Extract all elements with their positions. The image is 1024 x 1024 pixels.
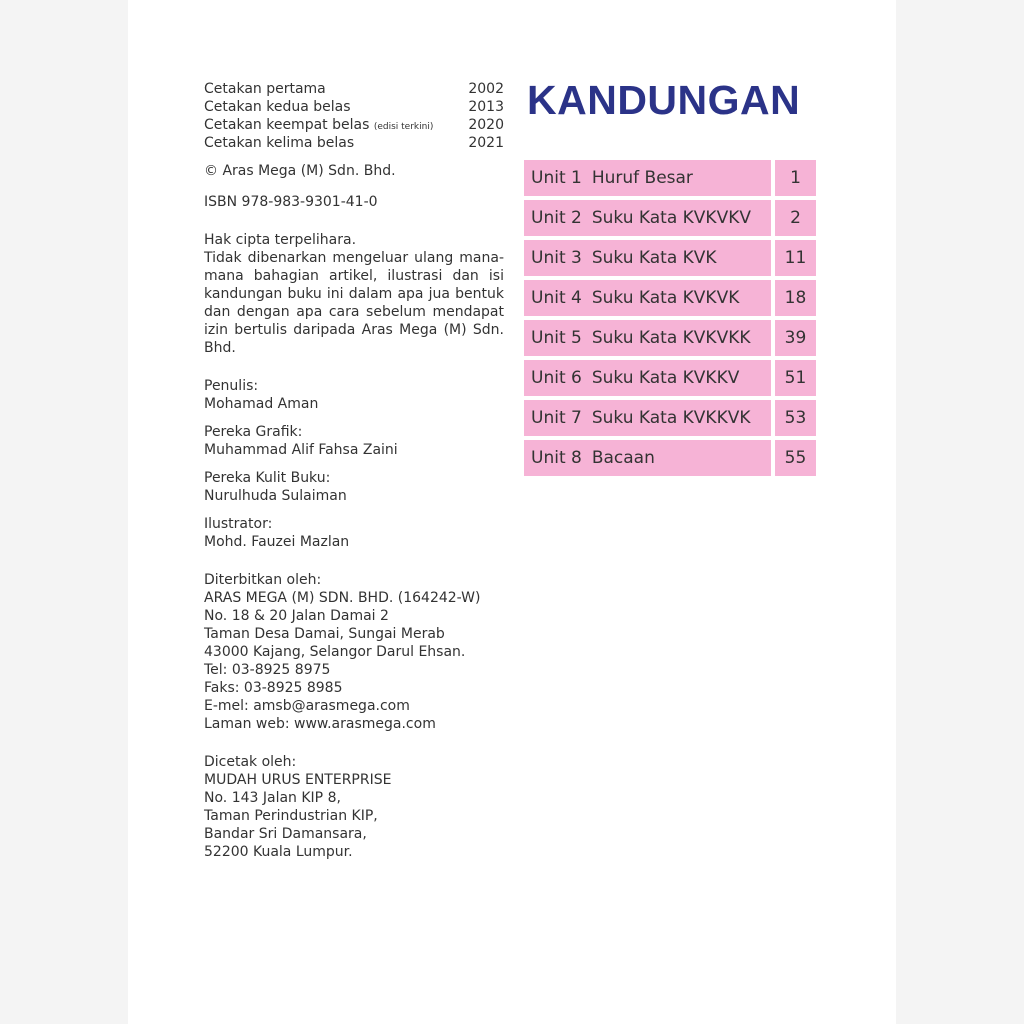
unit-number: Unit 3: [531, 248, 582, 268]
contents-unit-cell: [524, 440, 771, 476]
contents-row: [524, 160, 816, 196]
printer-line: 52200 Kuala Lumpur.: [204, 844, 353, 860]
copyright-holder: © Aras Mega (M) Sdn. Bhd.: [204, 163, 396, 179]
unit-number: Unit 8: [531, 448, 582, 468]
credit-role: Ilustrator:: [204, 516, 273, 532]
contents-row: [524, 200, 816, 236]
publisher-line: Taman Desa Damai, Sungai Merab: [204, 626, 445, 642]
isbn: ISBN 978-983-9301-41-0: [204, 194, 378, 210]
printer-heading: Dicetak oleh:: [204, 754, 297, 770]
edition-row: [204, 80, 504, 98]
contents-page-number: 53: [775, 400, 816, 436]
contents-row: [524, 320, 816, 356]
contents-row: [524, 400, 816, 436]
printer-line: Taman Perindustrian KIP,: [204, 808, 378, 824]
printer-line: MUDAH URUS ENTERPRISE: [204, 772, 392, 788]
unit-title: Suku Kata KVKKVK: [591, 408, 751, 428]
contents-page-number: 18: [775, 280, 816, 316]
publisher-line: 43000 Kajang, Selangor Darul Ehsan.: [204, 644, 466, 660]
edition-list: [204, 80, 504, 152]
copyright-heading: Hak cipta terpelihara.: [204, 232, 357, 248]
unit-number: Unit 4: [531, 288, 582, 308]
credit-role: Pereka Grafik:: [204, 424, 303, 440]
credit-role: Pereka Kulit Buku:: [204, 470, 331, 486]
edition-note: (edisi terkini): [373, 122, 434, 132]
publisher-line: ARAS MEGA (M) SDN. BHD. (164242-W): [204, 590, 481, 606]
contents-page-number: 39: [775, 320, 816, 356]
credit-name: Muhammad Alif Fahsa Zaini: [204, 442, 398, 458]
contents-page-number: 55: [775, 440, 816, 476]
copyright-body: Tidak dibenarkan mengeluar ulang mana-mana bahagian artikel, ilustrasi dan isi kandungan buku ini dalam apa jua bentuk dan dengan apa cara sebelum mendapat izin bertulis daripada Aras Mega (M) Sdn. Bhd.: [204, 250, 504, 356]
unit-number: Unit 5: [531, 328, 582, 348]
contents-page-number: 1: [775, 160, 816, 196]
contents-title: KANDUNGAN: [527, 77, 801, 123]
printer-line: Bandar Sri Damansara,: [204, 826, 367, 842]
publisher-line: Tel: 03-8925 8975: [204, 662, 331, 678]
contents-page-number: 51: [775, 360, 816, 396]
unit-number: Unit 6: [531, 368, 582, 388]
edition-year: 2021: [468, 135, 504, 151]
printer-block: [204, 753, 504, 861]
contents-unit-cell: [524, 200, 771, 236]
credit-illustrator: [204, 515, 504, 551]
edition-label: Cetakan pertama: [204, 81, 326, 97]
contents-row: [524, 280, 816, 316]
contents-page-number: 11: [775, 240, 816, 276]
contents-unit-cell: [524, 160, 771, 196]
credit-name: Nurulhuda Sulaiman: [204, 488, 347, 504]
publisher-line: No. 18 & 20 Jalan Damai 2: [204, 608, 389, 624]
edition-label: Cetakan kelima belas: [204, 135, 355, 151]
imprint-column: [204, 80, 504, 861]
publisher-line: Laman web: www.arasmega.com: [204, 716, 436, 732]
contents-page-number: 2: [775, 200, 816, 236]
contents-unit-cell: [524, 240, 771, 276]
contents-row: [524, 440, 816, 476]
edition-row: [204, 98, 504, 116]
credit-writer: [204, 377, 504, 413]
publisher-line: E-mel: amsb@arasmega.com: [204, 698, 410, 714]
unit-title: Bacaan: [591, 448, 655, 468]
publisher-block: [204, 571, 504, 733]
unit-number: Unit 7: [531, 408, 582, 428]
edition-row: [204, 116, 504, 134]
credit-graphic-designer: [204, 423, 504, 459]
contents-unit-cell: [524, 360, 771, 396]
edition-label: Cetakan keempat belas: [204, 117, 370, 133]
unit-title: Huruf Besar: [591, 168, 693, 188]
unit-title: Suku Kata KVK: [591, 248, 717, 268]
contents-unit-cell: [524, 400, 771, 436]
unit-number: Unit 2: [531, 208, 582, 228]
printer-line: No. 143 Jalan KIP 8,: [204, 790, 341, 806]
credit-name: Mohd. Fauzei Mazlan: [204, 534, 350, 550]
copyright-notice: [204, 231, 504, 357]
unit-title: Suku Kata KVKVK: [591, 288, 740, 308]
contents-column: [524, 76, 816, 480]
publisher-heading: Diterbitkan oleh:: [204, 572, 322, 588]
contents-table: [524, 160, 816, 476]
edition-row: [204, 134, 504, 152]
contents-row: [524, 360, 816, 396]
publisher-line: Faks: 03-8925 8985: [204, 680, 343, 696]
edition-year: 2020: [468, 117, 504, 133]
credit-role: Penulis:: [204, 378, 259, 394]
edition-year: 2013: [468, 99, 504, 115]
unit-title: Suku Kata KVKVKV: [591, 208, 751, 228]
unit-title: Suku Kata KVKVKK: [591, 328, 751, 348]
edition-label: Cetakan kedua belas: [204, 99, 351, 115]
unit-title: Suku Kata KVKKV: [591, 368, 740, 388]
contents-unit-cell: [524, 280, 771, 316]
edition-year: 2002: [468, 81, 504, 97]
contents-unit-cell: [524, 320, 771, 356]
credit-cover-designer: [204, 469, 504, 505]
contents-row: [524, 240, 816, 276]
unit-number: Unit 1: [531, 168, 582, 188]
book-page: [128, 0, 896, 1024]
credit-name: Mohamad Aman: [204, 396, 319, 412]
